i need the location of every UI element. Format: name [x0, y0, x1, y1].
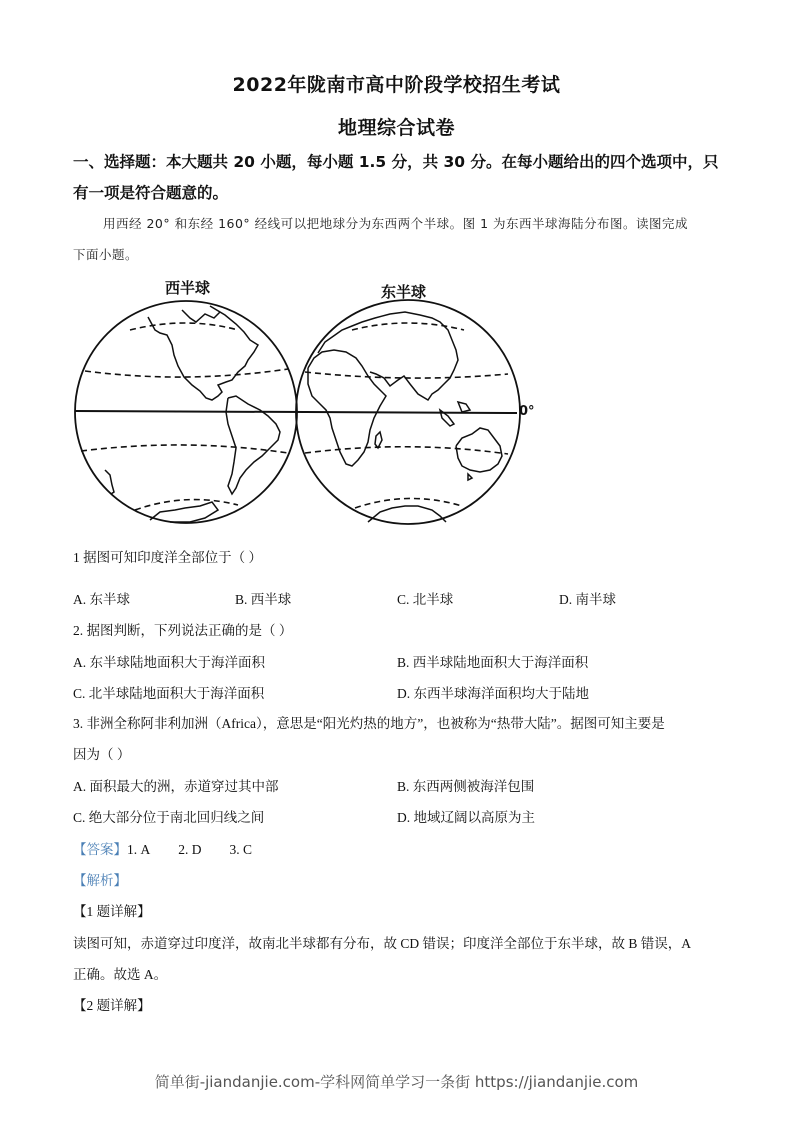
- q2-option-c[interactable]: C. 北半球陆地面积大于海洋面积: [73, 686, 265, 701]
- q3-option-d[interactable]: D. 地域辽阔以高原为主: [397, 810, 535, 825]
- continent-outlines: [105, 306, 502, 522]
- answer-label: 【答案】: [73, 842, 127, 857]
- q1-option-c[interactable]: C. 北半球: [397, 592, 454, 607]
- equator-line: [75, 411, 517, 413]
- latitude-lines: [81, 323, 508, 510]
- intro-line1: 用西经 20° 和东经 160° 经线可以把地球分为东西两个半球。图 1 为东西半球海陆分布图。读图完成: [103, 216, 689, 231]
- answer-3: 3. C: [229, 842, 253, 857]
- q1-option-b[interactable]: B. 西半球: [235, 592, 292, 607]
- q2-option-d[interactable]: D. 东西半球海洋面积均大于陆地: [397, 686, 589, 701]
- q1-detail-line1: 读图可知，赤道穿过印度洋，故南北半球都有分布，故 CD 错误；印度洋全部位于东半球，故 B 错误，A: [73, 936, 692, 951]
- page-subtitle: 地理综合试卷: [337, 117, 455, 139]
- section-heading-line1: 一、选择题：本大题共 20 小题，每小题 1.5 分，共 30 分。在每小题给出的四个选项中，只: [73, 153, 719, 171]
- question-3-stem-line2: 因为（ ）: [73, 747, 131, 762]
- q1-option-d[interactable]: D. 南半球: [559, 592, 616, 607]
- equator-label: 0°: [519, 404, 535, 419]
- answer-1: 1. A: [127, 842, 151, 857]
- question-1-stem: 1 据图可知印度洋全部位于（ ）: [73, 550, 262, 565]
- answer-2: 2. D: [178, 842, 202, 857]
- q1-option-a[interactable]: A. 东半球: [73, 592, 130, 607]
- analysis-label: 【解析】: [73, 873, 127, 888]
- q1-detail-line2: 正确。故选 A。: [73, 967, 168, 982]
- q2-detail-heading: 【2 题详解】: [73, 998, 151, 1013]
- q3-option-c[interactable]: C. 绝大部分位于南北回归线之间: [73, 810, 265, 825]
- question-3-stem-line1: 3. 非洲全称阿非利加洲（Africa），意思是“阳光灼热的地方”，也被称为“热带大陆”。据图可知主要是: [73, 716, 665, 731]
- footer-watermark: 简单街-jiandanjie.com-学科网简单学习一条街 https://jiandanjie.com: [154, 1073, 639, 1091]
- page-title: 2022年陇南市高中阶段学校招生考试: [232, 74, 561, 96]
- hemisphere-map: [0, 0, 793, 560]
- section-heading-line2: 有一项是符合题意的。: [73, 184, 229, 202]
- q2-option-b[interactable]: B. 西半球陆地面积大于海洋面积: [397, 655, 589, 670]
- intro-line2: 下面小题。: [73, 247, 139, 262]
- east-hemisphere-label: 东半球: [381, 283, 427, 301]
- west-hemisphere-label: 西半球: [165, 279, 211, 297]
- q2-option-a[interactable]: A. 东半球陆地面积大于海洋面积: [73, 655, 265, 670]
- q3-option-b[interactable]: B. 东西两侧被海洋包围: [397, 779, 535, 794]
- q3-option-a[interactable]: A. 面积最大的洲，赤道穿过其中部: [73, 779, 279, 794]
- question-2-stem: 2. 据图判断，下列说法正确的是（ ）: [73, 623, 293, 638]
- answer-row: [73, 838, 252, 858]
- q1-detail-heading: 【1 题详解】: [73, 904, 151, 919]
